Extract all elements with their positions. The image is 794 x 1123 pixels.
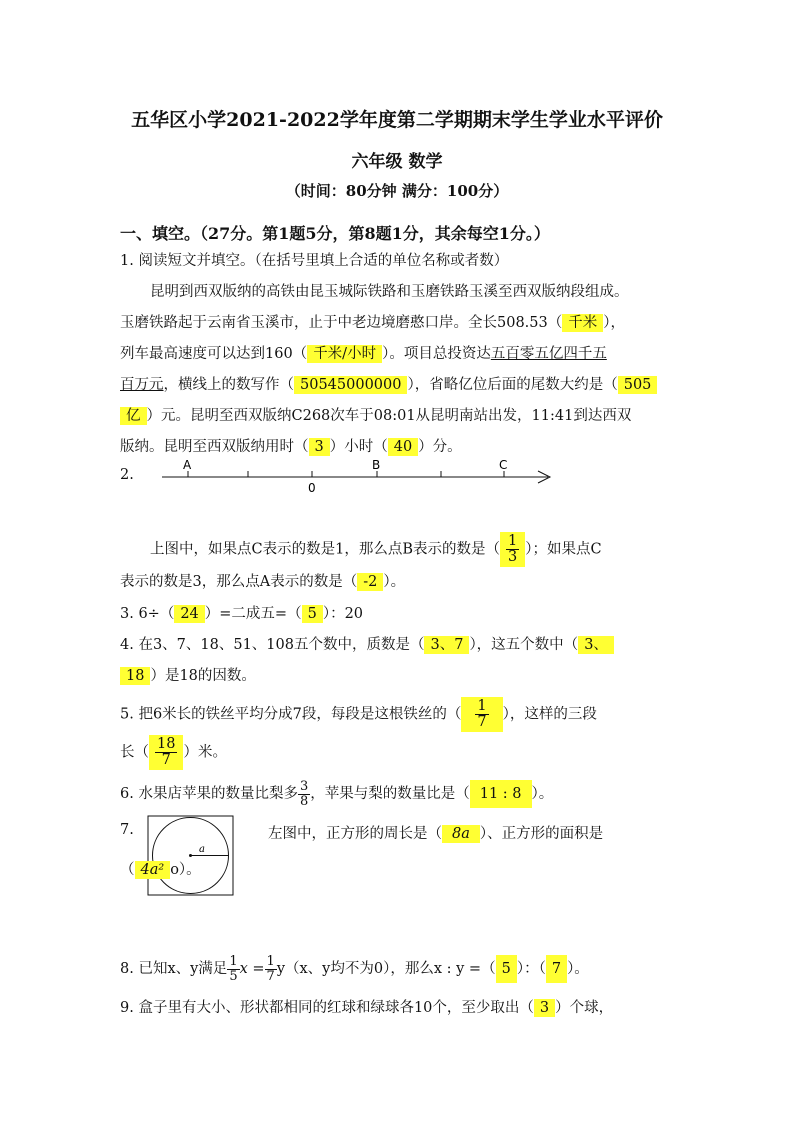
answer-q8-1: 5 xyxy=(496,955,517,983)
point-b-label: B xyxy=(372,458,381,472)
q5-line1 xyxy=(120,697,597,732)
q1-intro: 1. 阅读短文并填空。（在括号里填上合适的单位名称或者数） xyxy=(120,253,509,269)
answer-q5-2 xyxy=(149,735,183,770)
q7-line1 xyxy=(268,822,603,843)
text: 长（ xyxy=(120,744,149,761)
center-label: o xyxy=(170,862,179,878)
text: ），这五个数中（ xyxy=(469,637,579,653)
fraction xyxy=(265,955,277,983)
q6-line xyxy=(120,780,553,808)
numerator: 1 xyxy=(477,698,487,714)
q1-line1: 昆明到西双版纳的高铁由昆玉城际铁路和玉磨铁路玉溪至西双版纳段组成。 xyxy=(150,284,629,300)
denominator: 7 xyxy=(477,714,487,731)
text: ）、正方形的面积是 xyxy=(479,826,604,842)
answer-q3-2: 5 xyxy=(302,605,323,623)
answer-q3-1: 24 xyxy=(174,605,204,623)
text: ）， xyxy=(603,315,625,331)
answer-q1-5: 3 xyxy=(309,438,330,456)
answer-q4-2a: 3、 xyxy=(578,636,614,654)
page-title: 五华区小学2021-2022学年度第二学期期末学生学业水平评价 xyxy=(131,109,663,131)
text: 8. 已知x、y满足 xyxy=(120,961,228,978)
text: 表示的数是3，那么点A表示的数是（ xyxy=(120,574,358,590)
text: 9. 盒子里有大小、形状都相同的红球和绿球各10个，至少取出（ xyxy=(120,1000,534,1016)
text: 3. 6÷（ xyxy=(120,606,175,622)
text: 左图中，正方形的周长是（ xyxy=(268,826,442,842)
time-info: （时间：80分钟 满分：100分） xyxy=(285,182,509,200)
answer-q7-1: 8a xyxy=(442,825,480,843)
answer-q2-2: -2 xyxy=(357,573,383,591)
text: ）：（ xyxy=(516,961,546,978)
underlined-number-cont: 百万元 xyxy=(120,377,164,393)
denominator: 3 xyxy=(507,549,518,566)
text: 6. 水果店苹果的数量比梨多 xyxy=(120,786,298,803)
q4-line1 xyxy=(120,633,614,654)
section-heading: 一、填空。（27分。第1题5分，第8题1分，其余每空1分。） xyxy=(120,224,550,243)
fraction xyxy=(475,699,488,730)
q8-line xyxy=(120,955,589,983)
q1-line2 xyxy=(120,311,625,332)
text: ）分。 xyxy=(418,439,462,455)
text: 版纳。昆明至西双版纳用时（ xyxy=(120,439,309,455)
text: 列车最高速度可以达到160（ xyxy=(120,346,308,362)
page-subtitle: 六年级 数学 xyxy=(351,152,443,172)
text: ）。 xyxy=(567,961,589,978)
q9-line xyxy=(120,996,613,1017)
answer-q1-4b: 亿 xyxy=(120,407,147,425)
text: ）。 xyxy=(531,786,554,803)
square-circle-diagram xyxy=(147,815,235,897)
text: y（x、y均不为0），那么x : y =（ xyxy=(276,961,496,978)
text: ）。 xyxy=(383,574,406,590)
answer-q1-2: 千米/小时 xyxy=(307,345,382,363)
text: ，苹果与梨的数量比是（ xyxy=(310,786,470,803)
answer-q1-1: 千米 xyxy=(562,314,603,332)
text: ）。 xyxy=(178,862,201,878)
answer-q1-6: 40 xyxy=(388,438,418,456)
answer-q9-1: 3 xyxy=(534,999,555,1017)
underlined-number: 五百零五亿四千五 xyxy=(490,346,607,362)
text: ）小时（ xyxy=(329,439,388,455)
answer-q7-2: 4a² xyxy=(135,861,171,879)
text: ）元。昆明至西双版纳C268次车于08:01从昆明南站出发，11:41到达西双 xyxy=(146,408,632,424)
answer-q5-1 xyxy=(461,697,502,732)
numerator: 1 xyxy=(229,954,238,969)
numerator: 1 xyxy=(507,533,518,549)
text: ）；如果点C xyxy=(525,541,602,558)
q4-line2 xyxy=(120,664,256,685)
q1-line4 xyxy=(120,373,657,394)
denominator: 5 xyxy=(229,968,238,984)
point-c-label: C xyxy=(499,458,508,472)
text: ）是18的因数。 xyxy=(150,668,256,684)
radius-label: a xyxy=(199,844,205,855)
q7-number: 7. xyxy=(120,822,134,838)
q5-line2 xyxy=(120,735,227,770)
numerator: 18 xyxy=(157,736,176,752)
text: （ xyxy=(120,862,135,878)
answer-q4-2b: 18 xyxy=(120,667,150,685)
point-a-label: A xyxy=(183,458,192,472)
text: ）。项目总投资达 xyxy=(382,346,491,362)
text: ，横线上的数写作（ xyxy=(163,377,294,393)
answer-q6-1: 11 : 8 xyxy=(470,780,532,808)
q1-line5 xyxy=(120,404,631,425)
answer-q1-4a: 505 xyxy=(618,376,658,394)
zero-label: 0 xyxy=(308,481,316,495)
q1-line6 xyxy=(120,435,462,456)
answer-q2-1 xyxy=(500,532,525,567)
text: ）米。 xyxy=(183,744,227,761)
q7-line2 xyxy=(120,858,201,879)
denominator: 7 xyxy=(161,752,171,769)
text: 上图中，如果点C表示的数是1，那么点B表示的数是（ xyxy=(150,541,500,558)
text: ），这样的三段 xyxy=(502,706,597,723)
text: 玉磨铁路起于云南省玉溪市，止于中老边境磨憨口岸。全长508.53（ xyxy=(120,315,563,331)
text: 5. 把6米长的铁丝平均分成7段，每段是这根铁丝的（ xyxy=(120,706,462,723)
denominator: 8 xyxy=(299,793,309,809)
text: ）=二成五=（ xyxy=(204,606,302,622)
fraction xyxy=(506,534,519,565)
text: x = xyxy=(239,961,265,978)
answer-q8-2: 7 xyxy=(546,955,567,983)
fraction xyxy=(155,737,177,768)
text: ）个球， xyxy=(555,1000,614,1016)
answer-q4-1: 3、7 xyxy=(424,636,469,654)
fraction xyxy=(227,955,239,983)
text: ），省略亿位后面的尾数大约是（ xyxy=(407,377,618,393)
q2-line2 xyxy=(120,570,405,591)
q1-line3 xyxy=(120,342,607,363)
numerator: 1 xyxy=(266,954,275,969)
number-line-diagram xyxy=(150,455,560,500)
q2-number: 2. xyxy=(120,467,134,483)
center-point xyxy=(189,854,192,857)
numerator: 3 xyxy=(299,779,309,794)
text: 4. 在3、7、18、51、108五个数中，质数是（ xyxy=(120,637,425,653)
text: ）：20 xyxy=(322,606,364,622)
fraction xyxy=(298,780,310,808)
denominator: 7 xyxy=(266,968,275,984)
q2-line1 xyxy=(150,532,602,567)
answer-q1-3: 50545000000 xyxy=(294,376,407,394)
q3-line xyxy=(120,602,363,623)
